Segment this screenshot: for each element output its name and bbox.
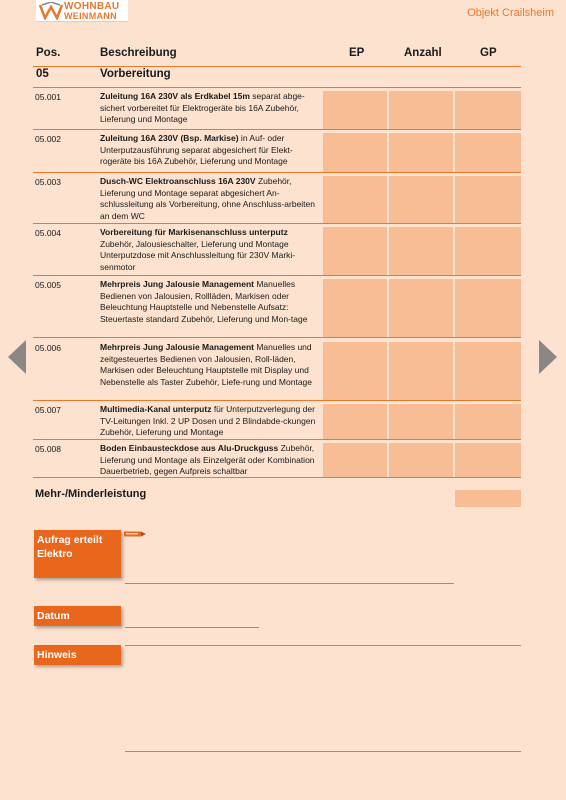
row-gp-field[interactable] [455, 443, 521, 477]
row-title: Zuleitung 16A 230V als Erdkabel 15m [100, 91, 250, 101]
project-name: Objekt Crailsheim [467, 7, 554, 19]
auftrag-button[interactable]: Aufrag erteilt Elektro [34, 530, 121, 578]
row-description [100, 342, 322, 388]
col-header-anzahl: Anzahl [404, 47, 442, 59]
row-gp-field[interactable] [455, 91, 521, 129]
col-header-gp: GP [480, 47, 497, 59]
row-text: Manuelles Bedienen von Jalousien, Rollläden, Markisen oder Beleuchtung Hauptstelle und Nebenstelle Aufsatz: Steuertaste standard Zubehör, Lieferung und Mon-tage [100, 279, 308, 324]
row-gp-field[interactable] [455, 279, 521, 337]
row-ep-field[interactable] [323, 91, 387, 129]
hinweis-line-top[interactable] [125, 645, 521, 646]
mehr-minderleistung-field[interactable] [455, 490, 521, 507]
row-anzahl-field[interactable] [389, 279, 453, 337]
row-anzahl-field[interactable] [389, 443, 453, 477]
row-text: für Unterputzverlegung der TV-Leitungen Inkl. 2 UP Dosen und 2 Blindabde-ckungen Zubehör, Lieferung und Montage [100, 404, 316, 437]
row-description [100, 227, 322, 273]
row-divider [33, 477, 521, 478]
row-divider [33, 172, 521, 173]
row-pos: 05.005 [35, 280, 61, 290]
row-title: Dusch-WC Elektroanschluss 16A 230V [100, 176, 256, 186]
previous-page-arrow-icon[interactable] [8, 340, 26, 374]
row-ep-field[interactable] [323, 404, 387, 439]
row-title: Vorbereitung für Markisenanschluss unterputz [100, 227, 288, 237]
company-logo [36, 0, 128, 22]
header-divider [33, 66, 521, 67]
row-pos: 05.003 [35, 177, 61, 187]
row-pos: 05.002 [35, 134, 61, 144]
section-divider [33, 87, 521, 88]
row-divider [33, 439, 521, 440]
datum-label: Datum [34, 606, 121, 626]
row-gp-field[interactable] [455, 227, 521, 275]
row-ep-field[interactable] [323, 227, 387, 275]
row-anzahl-field[interactable] [389, 404, 453, 439]
row-description [100, 176, 322, 222]
row-gp-field[interactable] [455, 133, 521, 172]
row-text: Zubehör, Lieferung und Montage als Einzelgerät oder Kombination Dauerbetrieb, gegen Aufpreis schaltbar [100, 443, 315, 476]
row-anzahl-field[interactable] [389, 176, 453, 223]
row-pos: 05.007 [35, 405, 61, 415]
row-pos: 05.004 [35, 228, 61, 238]
row-anzahl-field[interactable] [389, 342, 453, 400]
col-header-description: Beschreibung [100, 47, 177, 59]
row-text: in Auf- oder Unterputzausführung separat abgesichert für Elekt-rogeräte bis 16A Zubehör, Lieferung und Montage [100, 133, 293, 166]
datum-field-line[interactable] [125, 627, 259, 628]
row-text: Zubehör, Jalousieschalter, Lieferung und Montage Unterputzdose mit Anschlussleitung für 230V Marki-senmotor [100, 238, 296, 272]
row-ep-field[interactable] [323, 133, 387, 172]
next-page-arrow-icon[interactable] [539, 340, 557, 374]
row-title: Multimedia-Kanal unterputz [100, 404, 212, 414]
row-divider [33, 275, 521, 276]
row-pos: 05.008 [35, 444, 61, 454]
auftrag-signature-line[interactable] [125, 583, 454, 584]
row-title: Boden Einbausteckdose aus Alu-Druckguss [100, 443, 279, 453]
row-gp-field[interactable] [455, 176, 521, 223]
logo-line1: WOHNBAU [64, 1, 120, 12]
row-divider [33, 129, 521, 130]
mehr-minderleistung-label: Mehr-/Minderleistung [35, 488, 147, 500]
row-text: Manuelles und zeitgesteuertes Bedienen von Jalousien, Roll-läden, Markisen oder Beleuchtung Hauptstelle mit Display und Nebenstelle als Taster Zubehör, Liefe-rung und Montage [100, 342, 313, 387]
row-description [100, 404, 322, 439]
row-title: Mehrpreis Jung Jalousie Management [100, 279, 254, 289]
row-title: Mehrpreis Jung Jalousie Management [100, 342, 254, 352]
hinweis-line-bottom[interactable] [125, 751, 521, 752]
row-text: separat abge-sichert vorbereitet für Elektrogeräte bis 16A Zubehör, Lieferung und Montage [100, 91, 305, 124]
row-ep-field[interactable] [323, 443, 387, 477]
row-description [100, 279, 322, 325]
row-text: Zubehör, Lieferung und Montage separat abgesichert An-schlussleitung als Vorbereitung, ohne Anschluss-arbeiten an dem WC [100, 176, 315, 221]
row-pos: 05.006 [35, 343, 61, 353]
row-anzahl-field[interactable] [389, 91, 453, 129]
row-pos: 05.001 [35, 92, 61, 102]
row-anzahl-field[interactable] [389, 133, 453, 172]
row-gp-field[interactable] [455, 404, 521, 439]
col-header-pos: Pos. [36, 47, 61, 59]
logo-mark-icon [39, 2, 63, 20]
section-title: Vorbereitung [100, 68, 171, 80]
row-divider [33, 400, 521, 401]
hinweis-label: Hinweis [34, 645, 121, 665]
pen-icon [124, 531, 146, 537]
row-description [100, 443, 322, 478]
row-ep-field[interactable] [323, 342, 387, 400]
row-ep-field[interactable] [323, 176, 387, 223]
row-description [100, 133, 322, 168]
col-header-ep: EP [349, 47, 365, 59]
row-description [100, 91, 322, 126]
row-anzahl-field[interactable] [389, 227, 453, 275]
row-title: Zuleitung 16A 230V (Bsp. Markise) [100, 133, 239, 143]
row-gp-field[interactable] [455, 342, 521, 400]
row-ep-field[interactable] [323, 279, 387, 337]
row-divider [33, 223, 521, 224]
section-number: 05 [36, 68, 49, 80]
logo-line2: WEINMANN [64, 11, 117, 21]
row-divider [33, 337, 521, 338]
